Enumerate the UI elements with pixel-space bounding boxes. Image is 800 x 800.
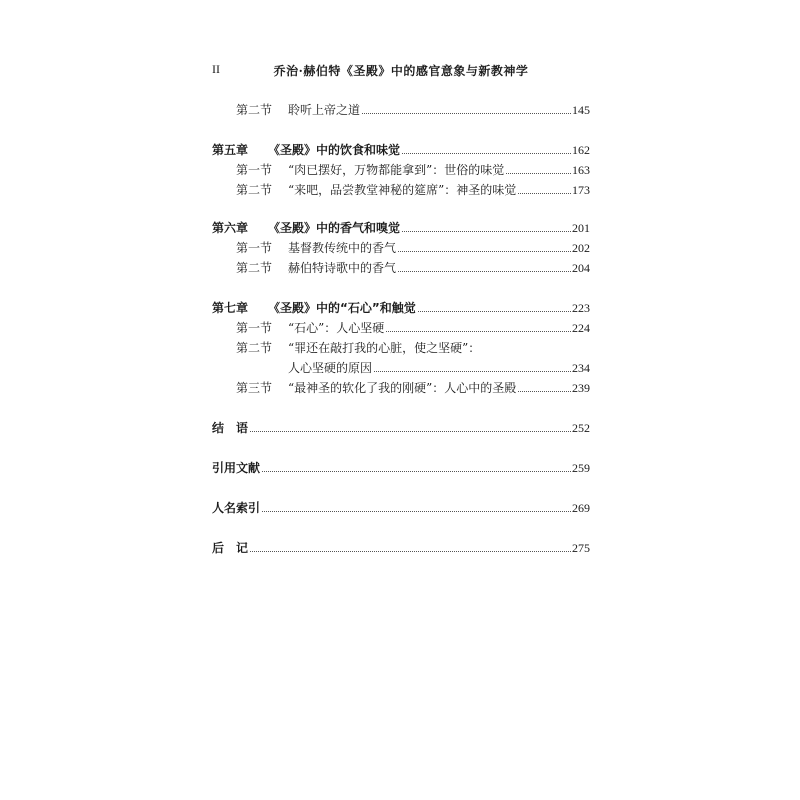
chapter-title: 人名索引 — [212, 501, 261, 515]
chapter-page: 275 — [572, 541, 590, 555]
entry-page: 224 — [572, 321, 590, 335]
toc-entry[interactable] — [212, 178, 590, 198]
entry-page: 145 — [572, 103, 590, 117]
chapter-number: 第七章 — [212, 301, 249, 315]
toc-chapter[interactable] — [212, 296, 590, 316]
entry-number: 第一节 — [236, 241, 273, 255]
chapter-title: 结 语 — [212, 421, 249, 435]
entry-title: “罪还在敲打我的心脏，使之坚硬”： — [288, 341, 481, 355]
entry-number: 第二节 — [236, 103, 273, 117]
entry-title: 人心坚硬的原因 — [288, 361, 373, 375]
toc-chapter[interactable] — [212, 216, 590, 236]
entry-title: 聆听上帝之道 — [288, 103, 361, 117]
entry-page: 234 — [572, 361, 590, 375]
dot-leader — [250, 551, 571, 552]
entry-number: 第一节 — [236, 321, 273, 335]
toc-chapter-afterword[interactable] — [212, 536, 590, 556]
toc-entry[interactable] — [212, 256, 590, 276]
chapter-number: 第五章 — [212, 143, 249, 157]
toc-entry[interactable] — [212, 98, 590, 118]
entry-title: “来吧，品尝教堂神秘的筵席”：神圣的味觉 — [288, 183, 517, 197]
toc-entry-continuation[interactable] — [212, 356, 590, 376]
toc-chapter-references[interactable] — [212, 456, 590, 476]
dot-leader — [518, 193, 571, 194]
entry-page: 163 — [572, 163, 590, 177]
entry-title: 赫伯特诗歌中的香气 — [288, 261, 397, 275]
chapter-title: 后 记 — [212, 541, 249, 555]
chapter-page: 259 — [572, 461, 590, 475]
entry-title: “肉已摆好，万物都能拿到”：世俗的味觉 — [288, 163, 505, 177]
entry-page: 204 — [572, 261, 590, 275]
entry-title: “石心”：人心坚硬 — [288, 321, 385, 335]
chapter-title: 引用文献 — [212, 461, 261, 475]
entry-number: 第二节 — [236, 341, 273, 355]
entry-number: 第二节 — [236, 183, 273, 197]
toc-entry[interactable] — [212, 376, 590, 396]
entry-title: 基督教传统中的香气 — [288, 241, 397, 255]
entry-title: “最神圣的软化了我的刚硬”：人心中的圣殿 — [288, 381, 517, 395]
dot-leader — [386, 331, 571, 332]
dot-leader — [362, 113, 571, 114]
chapter-number: 第六章 — [212, 221, 249, 235]
chapter-page: 223 — [572, 301, 590, 315]
toc-entry[interactable] — [212, 336, 590, 356]
chapter-title: 《圣殿》中的香气和嗅觉 — [268, 221, 401, 235]
chapter-page: 162 — [572, 143, 590, 157]
entry-page: 202 — [572, 241, 590, 255]
chapter-title: 《圣殿》中的“石心”和触觉 — [268, 301, 416, 315]
chapter-page: 201 — [572, 221, 590, 235]
entry-number: 第二节 — [236, 261, 273, 275]
toc-chapter[interactable] — [212, 138, 590, 158]
dot-leader — [402, 231, 571, 232]
page-number: II — [212, 62, 220, 76]
chapter-title: 《圣殿》中的饮食和味觉 — [268, 143, 401, 157]
dot-leader — [402, 153, 571, 154]
dot-leader — [398, 271, 571, 272]
dot-leader — [250, 431, 571, 432]
toc-chapter-conclusion[interactable] — [212, 416, 590, 436]
entry-page: 239 — [572, 381, 590, 395]
toc-entry[interactable] — [212, 158, 590, 178]
chapter-page: 252 — [572, 421, 590, 435]
toc-entry[interactable] — [212, 236, 590, 256]
running-title: 乔治·赫伯特《圣殿》中的感官意象与新教神学 — [273, 64, 529, 78]
running-header — [212, 62, 590, 82]
entry-number: 第三节 — [236, 381, 273, 395]
entry-page: 173 — [572, 183, 590, 197]
dot-leader — [398, 251, 571, 252]
dot-leader — [262, 511, 571, 512]
entry-number: 第一节 — [236, 163, 273, 177]
dot-leader — [418, 311, 571, 312]
toc-chapter-name-index[interactable] — [212, 496, 590, 516]
dot-leader — [374, 371, 571, 372]
dot-leader — [262, 471, 571, 472]
dot-leader — [518, 391, 571, 392]
chapter-page: 269 — [572, 501, 590, 515]
toc-entry[interactable] — [212, 316, 590, 336]
dot-leader — [506, 173, 571, 174]
